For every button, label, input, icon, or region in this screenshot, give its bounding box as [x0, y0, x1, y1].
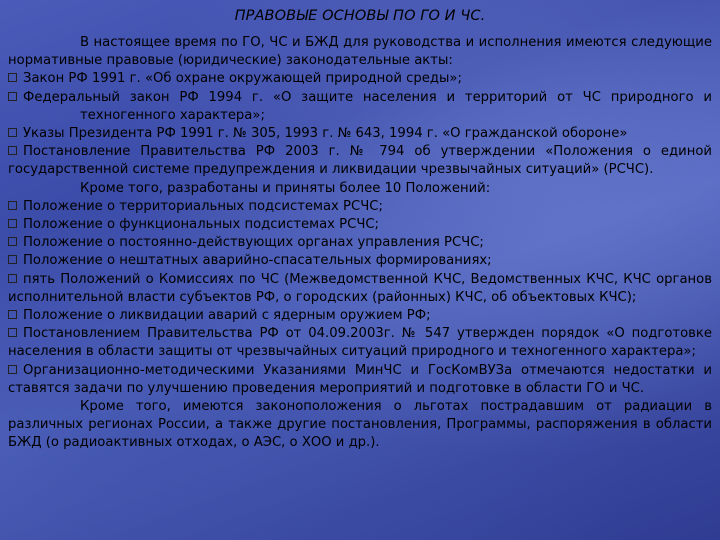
- list-item-text: Организационно-методическими Указаниями МинЧС и ГосКомВУЗа отмечаются недостатки и ставятся задачи по улучшению проведения мероприятий и подготовке в области ГО и ЧС.: [8, 362, 712, 396]
- checkbox-bullet-icon: [8, 255, 17, 264]
- intro-paragraph: В настоящее время по ГО, ЧС и БЖД для руководства и исполнения имеются следующие нормативные правовые (юридические) законодательные акты:: [8, 35, 712, 69]
- list-item-text: Положение о функциональных подсистемах РСЧС;: [23, 217, 380, 233]
- list-item-text: Положение о территориальных подсистемах РСЧС;: [23, 198, 383, 214]
- checkbox-bullet-icon: [8, 237, 17, 246]
- list-item-text: Положение о нештатных аварийно-спасательных формированиях;: [23, 253, 492, 269]
- slide-title: ПРАВОВЫЕ ОСНОВЫ ПО ГО И ЧС.: [234, 8, 486, 24]
- list-item-text: Федеральный закон РФ 1994 г. «О защите населения и территорий от ЧС природного и техногенного характера»;: [23, 89, 712, 123]
- list-item-act1: [8, 70, 712, 88]
- list-item-prov2: [8, 216, 712, 234]
- checkbox-bullet-icon: [8, 146, 17, 155]
- list-item-text: Положение о постоянно-действующих органах управления РСЧС;: [23, 235, 484, 251]
- list-item-prov6: [8, 307, 712, 325]
- list-item-prov7: [8, 325, 712, 361]
- list-item-act4: [8, 143, 712, 179]
- list-item-text: пять Положений о Комиссиях по ЧС (Межведомственной КЧС, Ведомственных КЧС, КЧС органов исполнительной власти субъектов РФ, о городских (районных) КЧС, об объектовых КЧС);: [8, 271, 712, 305]
- checkbox-bullet-icon: [8, 92, 17, 101]
- list-item-prov5: [8, 271, 712, 307]
- provisions-intro: Кроме того, разработаны и приняты более 10 Положений:: [80, 180, 491, 196]
- checkbox-bullet-icon: [8, 73, 17, 82]
- checkbox-bullet-icon: [8, 274, 17, 283]
- list-item-text: Положение о ликвидации аварий с ядерным оружием РФ;: [23, 308, 431, 324]
- list-item-prov8: [8, 362, 712, 398]
- list-item-text: Указы Президента РФ 1991 г. № 305, 1993 г. № 643, 1994 г. «О гражданской обороне»: [23, 126, 628, 142]
- checkbox-bullet-icon: [8, 365, 17, 374]
- list-item-text: Постановление Правительства РФ 2003 г. № 794 об утверждении «Положения о единой государственной системе предупреждения и ликвидации чрезвычайных ситуаций» (РСЧС).: [8, 144, 712, 178]
- list-item-prov1: [8, 198, 712, 216]
- closing-paragraph: Кроме того, имеются законоположения о льготах пострадавшим от радиации в различных регионах России, а также другие постановления, Программы, распоряжения в области БЖД (о радиоактивных отходах, о АЭС, о ХОО и др.).: [8, 399, 712, 451]
- list-item-act3: [8, 125, 712, 143]
- checkbox-bullet-icon: [8, 201, 17, 210]
- list-item-text: Постановлением Правительства РФ от 04.09.2003г. № 547 утвержден порядок «О подготовке населения в области защиты от чрезвычайных ситуаций природного и техногенного характера»;: [8, 326, 712, 360]
- list-item-act2: [8, 89, 712, 125]
- checkbox-bullet-icon: [8, 128, 17, 137]
- list-item-text: Закон РФ 1991 г. «Об охране окружающей природной среды»;: [23, 71, 462, 87]
- checkbox-bullet-icon: [8, 328, 17, 337]
- slide-body: [8, 34, 712, 453]
- checkbox-bullet-icon: [8, 219, 17, 228]
- list-item-prov3: [8, 234, 712, 252]
- checkbox-bullet-icon: [8, 310, 17, 319]
- list-item-prov4: [8, 252, 712, 270]
